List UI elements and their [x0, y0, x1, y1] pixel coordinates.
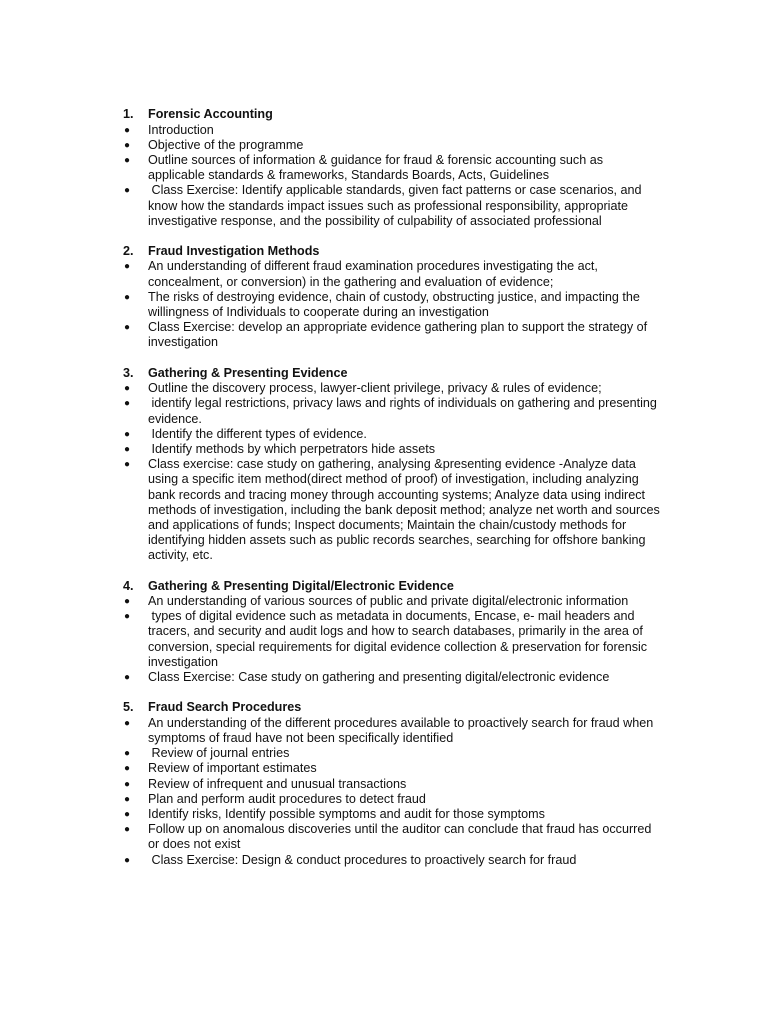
- section-title: Gathering & Presenting Digital/Electronic Evidence: [148, 578, 454, 593]
- list-item-text: Identify methods by which perpetrators hide assets: [148, 441, 436, 456]
- list-item: [0, 290, 673, 320]
- section-title: Forensic Accounting: [148, 107, 273, 121]
- list-item-text: The risks of destroying evidence, chain of custody, obstructing justice, and impacting the willingness of Individuals to cooperate during an investigation: [148, 289, 640, 320]
- list-item-text: Class Exercise: Design & conduct procedures to proactively search for fraud: [148, 852, 577, 867]
- list-item-text: Plan and perform audit procedures to detect fraud: [148, 791, 426, 806]
- list-item-text: types of digital evidence such as metadata in documents, Encase, e- mail headers and tracers, and security and audit logs and how to search databases, primarily in the area of conversion, special requirements for digital evidence collection & preservation for forensic investigation: [148, 609, 648, 669]
- bullet-icon: ●: [124, 824, 131, 836]
- list-item-text: Outline sources of information & guidance for fraud & forensic accounting such as applicable standards & frameworks, Standards Boards, Acts, Guidelines: [148, 152, 604, 183]
- list-item-text: Review of important estimates: [148, 761, 317, 776]
- bullet-icon: ●: [124, 383, 131, 395]
- list-item-text: Identify the different types of evidence.: [148, 426, 367, 441]
- section: [0, 579, 768, 686]
- list-item: [0, 777, 673, 792]
- bullet-icon: ●: [124, 672, 131, 684]
- section-number: 4.: [123, 578, 134, 593]
- bullet-icon: ●: [124, 778, 131, 790]
- document-body: [0, 107, 768, 883]
- list-item: [0, 594, 673, 609]
- bullet-list: [0, 381, 768, 563]
- list-item: [0, 259, 673, 289]
- section: [0, 107, 768, 229]
- list-item-text: Objective of the programme: [148, 137, 304, 152]
- list-item: [0, 792, 673, 807]
- list-item: [0, 716, 673, 746]
- list-item: [0, 746, 673, 761]
- section-title: Fraud Search Procedures: [148, 700, 302, 715]
- list-item: [0, 457, 673, 563]
- bullet-icon: ●: [124, 291, 131, 303]
- list-item: [0, 442, 673, 457]
- list-item: [0, 183, 673, 229]
- bullet-icon: ●: [124, 611, 131, 623]
- bullet-icon: ●: [124, 154, 131, 166]
- list-item: [0, 427, 673, 442]
- section: [0, 700, 768, 868]
- section-title: Gathering & Presenting Evidence: [148, 365, 348, 380]
- section-number: 1.: [123, 107, 134, 121]
- bullet-icon: ●: [124, 261, 131, 273]
- list-item: [0, 138, 673, 153]
- list-item: [0, 761, 673, 776]
- list-item-text: identify legal restrictions, privacy laws and rights of individuals on gathering and presenting evidence.: [148, 396, 657, 426]
- bullet-list: [0, 594, 768, 685]
- section-number: 5.: [123, 700, 134, 715]
- section-number: 3.: [123, 365, 134, 380]
- list-item: [0, 153, 673, 183]
- list-item: [0, 609, 673, 670]
- bullet-icon: ●: [124, 443, 131, 455]
- section-heading: [0, 700, 768, 716]
- section-heading: [0, 366, 768, 382]
- list-item-text: Class Exercise: Case study on gathering and presenting digital/electronic evidence: [148, 670, 610, 685]
- list-item-text: Review of journal entries: [148, 746, 290, 761]
- bullet-icon: ●: [124, 763, 131, 775]
- list-item-text: Review of infrequent and unusual transactions: [148, 776, 407, 791]
- list-item-text: Outline the discovery process, lawyer-client privilege, privacy & rules of evidence;: [148, 381, 602, 396]
- bullet-icon: ●: [124, 124, 131, 136]
- list-item: [0, 822, 673, 852]
- bullet-icon: ●: [124, 459, 131, 471]
- bullet-icon: ●: [124, 809, 131, 821]
- bullet-icon: ●: [124, 717, 131, 729]
- list-item-text: Identify risks, Identify possible symptoms and audit for those symptoms: [148, 807, 545, 822]
- bullet-icon: ●: [124, 748, 131, 760]
- list-item: [0, 396, 673, 426]
- list-item-text: Class Exercise: Identify applicable standards, given fact patterns or case scenarios, and know how the standards impact issues such as professional responsibility, appropriate investigative response, and the possibility of culpability of associated professional: [148, 183, 642, 228]
- bullet-list: [0, 716, 768, 868]
- list-item: [0, 381, 673, 396]
- list-item: [0, 123, 673, 138]
- section: [0, 366, 768, 564]
- list-item: [0, 853, 673, 868]
- list-item-text: Class exercise: case study on gathering, analysing &presenting evidence -Analyze data using a specific item method(direct method of proof) of investigation, including analyzing bank records and tracing money through accounting systems; Analyze data using indirect methods of investigation, including the bank deposit method; analyze net worth and sources and applications of funds; Inspect documents; Maintain the chain/custody methods for identifying hidden assets such as public records searches, searching for offshore banking activity, etc.: [148, 457, 660, 563]
- section-heading: [0, 107, 768, 123]
- bullet-icon: ●: [124, 398, 131, 410]
- bullet-icon: ●: [124, 596, 131, 608]
- bullet-icon: ●: [124, 185, 131, 197]
- bullet-icon: ●: [124, 139, 131, 151]
- list-item-text: Follow up on anomalous discoveries until the auditor can conclude that fraud has occurred or does not exist: [148, 822, 652, 852]
- bullet-icon: ●: [124, 793, 131, 805]
- list-item: [0, 807, 673, 822]
- section: [0, 244, 768, 351]
- list-item-text: Class Exercise: develop an appropriate evidence gathering plan to support the strategy of investigation: [148, 320, 648, 350]
- bullet-list: [0, 123, 768, 229]
- list-item: [0, 320, 673, 350]
- list-item-text: An understanding of different fraud examination procedures investigating the act, concealment, or conversion) in the gathering and evaluation of evidence;: [148, 259, 598, 289]
- bullet-icon: ●: [124, 854, 131, 866]
- section-title: Fraud Investigation Methods: [148, 243, 320, 258]
- section-heading: [0, 244, 768, 260]
- list-item-text: An understanding of the different procedures available to proactively search for fraud when symptoms of fraud have not been specifically identified: [148, 715, 654, 745]
- bullet-icon: ●: [124, 322, 131, 334]
- list-item-text: Introduction: [148, 122, 214, 137]
- bullet-list: [0, 259, 768, 350]
- list-item: [0, 670, 673, 685]
- section-number: 2.: [123, 243, 134, 258]
- bullet-icon: ●: [124, 428, 131, 440]
- list-item-text: An understanding of various sources of public and private digital/electronic information: [148, 594, 629, 609]
- section-heading: [0, 579, 768, 595]
